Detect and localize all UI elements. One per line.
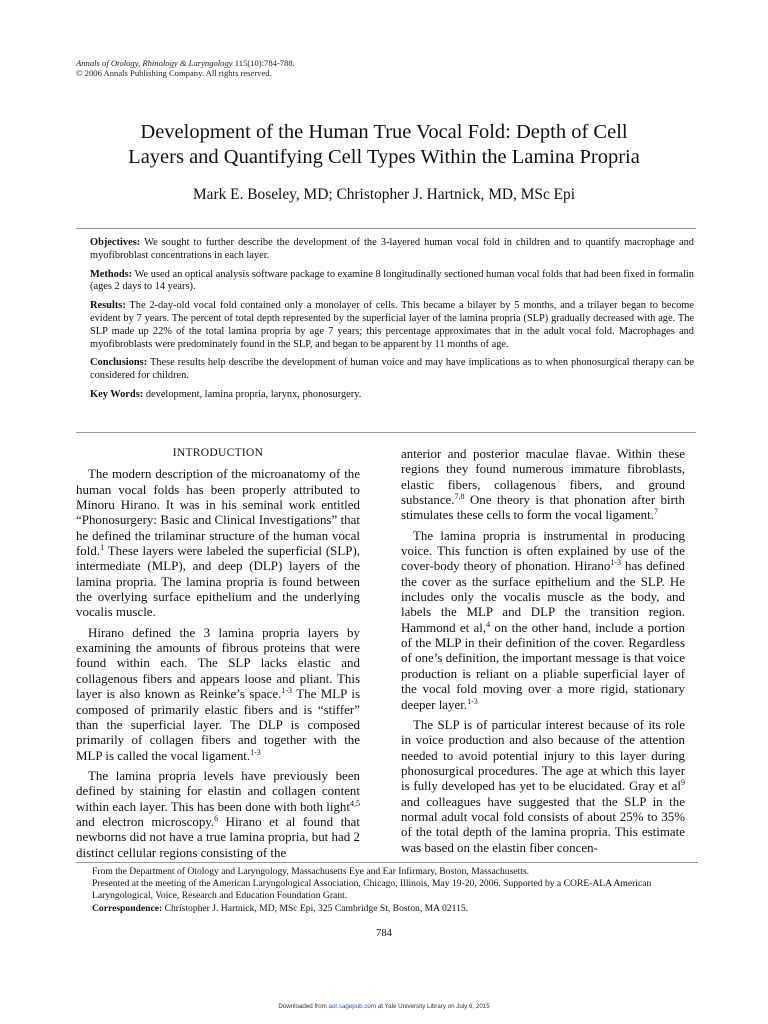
citation-ref: 7 bbox=[653, 507, 658, 517]
text-run: Hirano et al found that newborns did not have a true lamina propria, but had 2 distinct cellular regions consisting of the bbox=[76, 813, 360, 860]
text-run: These layers were labeled the superficial (SLP), intermediate (MLP), and deep (DLP) layers of the lamina propria. The lamina propria is found between the overlying surface epithelium and the underlying vocalis muscle. bbox=[76, 543, 360, 620]
citation-ref: 7,8 bbox=[454, 492, 465, 502]
footnote-rule bbox=[76, 862, 698, 863]
page-number: 784 bbox=[376, 928, 392, 939]
methods-label: Methods: bbox=[90, 268, 133, 280]
title-line-1: Development of the Human True Vocal Fold: Depth of Cell bbox=[140, 121, 628, 143]
text-run: The modern description of the microanatomy of the human vocal folds has been properly attributed to Minoru Hirano. It was in his seminal work entitled “Phonosurgery: Basic and Clinical Investigations” that he defined the trilaminar structure of the human vocal fold. bbox=[76, 466, 360, 559]
abstract-results bbox=[90, 300, 694, 351]
abstract-methods bbox=[90, 269, 694, 295]
correspondence-label: Correspondence: bbox=[92, 902, 163, 914]
paragraph bbox=[401, 528, 685, 712]
journal-citation: 115(10):784-788. bbox=[234, 58, 295, 68]
text-run: and colleagues have suggested that the SLP in the normal adult vocal fold consists of about 25% to 35% of the total depth of the lamina propria. This estimate was based on the elastin fiber concen- bbox=[401, 793, 685, 855]
text-run: has defined the cover as the surface epithelium and the SLP. He includes only the vocalis muscle as the body, and labels the MLP and DLP the transition region. Hammond et al, bbox=[401, 558, 686, 635]
citation-ref: 1 bbox=[100, 543, 105, 553]
objectives-text: We sought to further describe the development of the 3-layered human vocal fold in children and to quantify macrophage and myofibroblast concentrations in each layer. bbox=[90, 237, 694, 261]
text-run: The lamina propria is instrumental in producing voice. This function is often explained by use of the cover-body theory of phonation. Hirano bbox=[401, 527, 685, 574]
paragraph bbox=[76, 768, 360, 860]
text-run: The SLP is of particular interest because of its role in voice production and also because of the attention needed to avoid potential injury to this layer during phonosurgical procedures. The age at which this layer is fully developed has yet to be elucidated. Gray et al bbox=[401, 716, 685, 794]
abstract-top-rule bbox=[76, 228, 696, 229]
footnote-correspondence bbox=[92, 903, 704, 915]
text-run: Hirano defined the 3 lamina propria layers by examining the amounts of fibrous proteins that were found within each. The SLP lacks elastic and collagenous fibers and appears loose and pliant. This layer is also known as Reinke’s space. bbox=[76, 624, 360, 702]
text-run: The MLP is composed of primarily elastic fibers and is “stiffer” than the superficial layer. The DLP is composed primarily of collagen fibers and together with the MLP is called the vocal ligament. bbox=[76, 686, 360, 763]
section-heading: INTRODUCTION bbox=[172, 447, 264, 459]
body-column-right bbox=[401, 446, 685, 860]
body-column-left bbox=[76, 446, 360, 865]
citation-ref: 1-3 bbox=[250, 747, 261, 757]
keywords-text: development, lamina propria, larynx, phonosurgery. bbox=[143, 388, 362, 400]
citation-ref: 6 bbox=[214, 813, 219, 823]
conclusions-label: Conclusions: bbox=[90, 357, 148, 369]
objectives-label: Objectives: bbox=[90, 237, 141, 248]
abstract-keywords bbox=[90, 389, 694, 402]
journal-name: Annals of Otology, Rhinology & Laryngology bbox=[76, 58, 233, 68]
citation-ref: 4,5 bbox=[350, 798, 360, 808]
text-run: The lamina propria levels have previously been defined by staining for elastin and collagen content within each layer. This has been done with both light bbox=[76, 767, 360, 814]
text-run: on the other hand, include a portion of the MLP in their definition of the cover. Regardless of one’s definition, the important message is that voice production is reliant on a pliable superficial layer of the vocal fold moving over a more rigid, stationary deeper layer. bbox=[401, 619, 686, 712]
download-prefix: Downloaded from bbox=[278, 1003, 329, 1010]
methods-text: We used an optical analysis software package to examine 8 longitudinally sectioned human vocal folds that had been fixed in formalin (ages 2 days to 14 years). bbox=[90, 268, 694, 293]
download-link[interactable]: aor.sagepub.com bbox=[328, 1003, 377, 1010]
title-line-2: Layers and Quantifying Cell Types Within the Lamina Propria bbox=[128, 146, 640, 168]
correspondence-text: Christopher J. Hartnick, MD, MSc Epi, 325 Cambridge St, Boston, MA 02115. bbox=[162, 902, 469, 914]
citation-ref: 1-3 bbox=[610, 558, 621, 568]
download-suffix: at Yale University Library on July 6, 2015 bbox=[376, 1003, 490, 1010]
abstract-conclusions bbox=[90, 357, 694, 383]
paragraph bbox=[401, 446, 685, 523]
citation-ref: 1-3 bbox=[281, 686, 292, 696]
journal-header bbox=[76, 58, 295, 78]
citation-ref: 4 bbox=[486, 619, 491, 629]
paragraph bbox=[76, 466, 360, 619]
abstract bbox=[90, 237, 694, 408]
paragraph bbox=[401, 717, 685, 855]
results-label: Results: bbox=[90, 300, 126, 312]
results-text: The 2-day-old vocal fold contained only a monolayer of cells. This became a bilayer by 5 months, and a trilayer began to become evident by 7 years. The percent of total depth represented by the superficial layer of the lamina propria (SLP) gradually decreased with age. The SLP made up 22% of the total lamina propria by age 7 years; this percentage approximates that in the adult vocal fold. Macrophages and myofibroblasts were predominately found in the SLP, and began to be apparent by 11 months of age. bbox=[90, 300, 694, 350]
article-title bbox=[60, 120, 708, 170]
abstract-bottom-rule bbox=[76, 432, 696, 433]
copyright: © 2006 Annals Publishing Company. All rights reserved. bbox=[76, 68, 272, 78]
paragraph bbox=[76, 625, 360, 763]
text-run: One theory is that phonation after birth stimulates these cells to form the vocal ligament. bbox=[401, 492, 685, 523]
footnote-presented: Presented at the meeting of the American Laryngological Association, Chicago, Illinois, May 19-20, 2006. Supported by a CORE-ALA American Laryngological, Voice, Research and Education Foundation Grant. bbox=[92, 878, 652, 902]
keywords-label: Key Words: bbox=[90, 388, 144, 400]
citation-ref: 9 bbox=[681, 778, 685, 788]
citation-ref: 1-3 bbox=[467, 696, 478, 706]
authors: Mark E. Boseley, MD; Christopher J. Hartnick, MD, MSc Epi bbox=[192, 186, 575, 203]
download-notice bbox=[0, 1003, 768, 1010]
text-run: and electron microscopy. bbox=[76, 813, 215, 829]
text-run: anterior and posterior maculae flavae. Within these regions they found numerous immature fibroblasts, elastic fibers, collagenous fibers, and ground substance. bbox=[401, 446, 685, 508]
conclusions-text: These results help describe the development of human voice and may have implications as to when phonosurgical therapy can be considered for children. bbox=[90, 357, 694, 382]
footnote-affiliation: From the Department of Otology and Laryngology, Massachusetts Eye and Ear Infirmary, Boston, Massachusetts. bbox=[92, 866, 530, 877]
abstract-objectives bbox=[90, 237, 694, 263]
footnotes bbox=[92, 866, 704, 915]
